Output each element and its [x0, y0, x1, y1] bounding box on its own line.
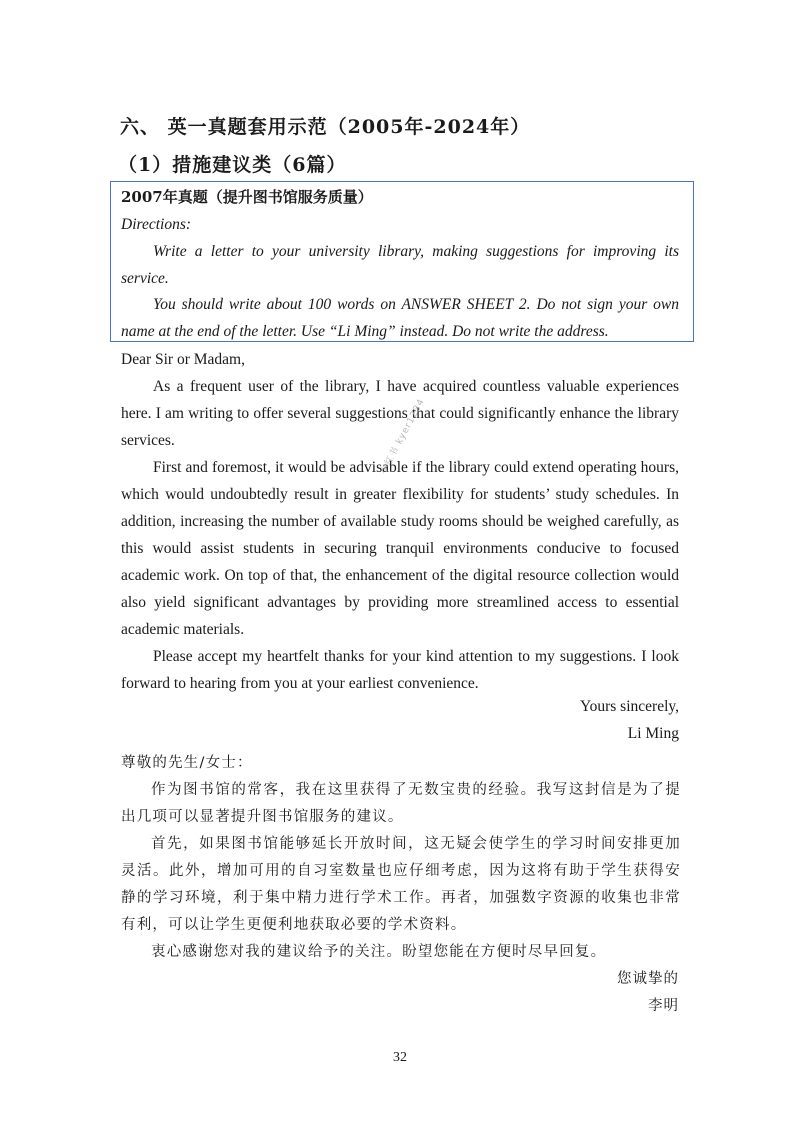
- translation-closing: 您诚挚的: [617, 971, 679, 987]
- translation-signature: 李明: [648, 998, 679, 1014]
- letter-paragraph-1: As a frequent user of the library, I have acquired countless valuable experiences here. I am writing to offer several suggestions that could significantly enhance the library services.: [121, 378, 679, 449]
- translation-paragraph-2: 首先，如果图书馆能够延长开放时间，这无疑会使学生的学习时间安排更加灵活。此外，增加可用的自习室数量也应仔细考虑，因为这将有助于学生获得安静的学习环境，利于集中精力进行学术工作。再者，加强数字资源的收集也非常有利，可以让学生更便利地获取必要的学术资料。: [121, 836, 681, 933]
- directions-label: Directions:: [121, 216, 192, 233]
- page-number: 32: [393, 1050, 407, 1065]
- translation-paragraph-1: 作为图书馆的常客，我在这里获得了无数宝贵的经验。我写这封信是为了提出几项可以显著提升图书馆服务的建议。: [121, 782, 681, 825]
- translation-paragraph-3: 衷心感谢您对我的建议给予的关注。盼望您能在方便时尽早回复。: [151, 944, 607, 960]
- letter-paragraph-2: First and foremost, it would be advisable if the library could extend operating hours, which would undoubtedly result in greater flexibility for students’ study schedules. In addition, increasing the number of available study rooms should be weighed carefully, as this would assist students in securing tranquil environments conducive to focused academic work. On top of that, the enhancement of the digital resource collection would also yield significant advantages by providing more streamlined access to essential academic materials.: [121, 459, 679, 638]
- watermark-text: 小红书 kyer1234: [378, 397, 428, 477]
- prompt-instruction-2: You should write about 100 words on ANSWER SHEET 2. Do not sign your own name at the end of the letter. Use “Li Ming” instead. Do not write the address.: [121, 296, 679, 340]
- section-heading: 六、 英一真题套用示范（2005年-2024年）: [120, 116, 531, 138]
- subsection-heading: （1）措施建议类（6篇）: [118, 154, 347, 176]
- prompt-title: 2007年真题（提升图书馆服务质量）: [121, 188, 373, 206]
- letter-closing: Yours sincerely,: [579, 698, 679, 715]
- prompt-instruction-1: Write a letter to your university library, making suggestions for improving its service.: [121, 243, 679, 287]
- letter-salutation: Dear Sir or Madam,: [121, 351, 245, 368]
- letter-paragraph-3: Please accept my heartfelt thanks for your kind attention to my suggestions. I look forward to hearing from you at your earliest convenience.: [121, 648, 679, 692]
- letter-signature: Li Ming: [627, 725, 679, 742]
- translation-salutation: 尊敬的先生/女士：: [121, 755, 253, 771]
